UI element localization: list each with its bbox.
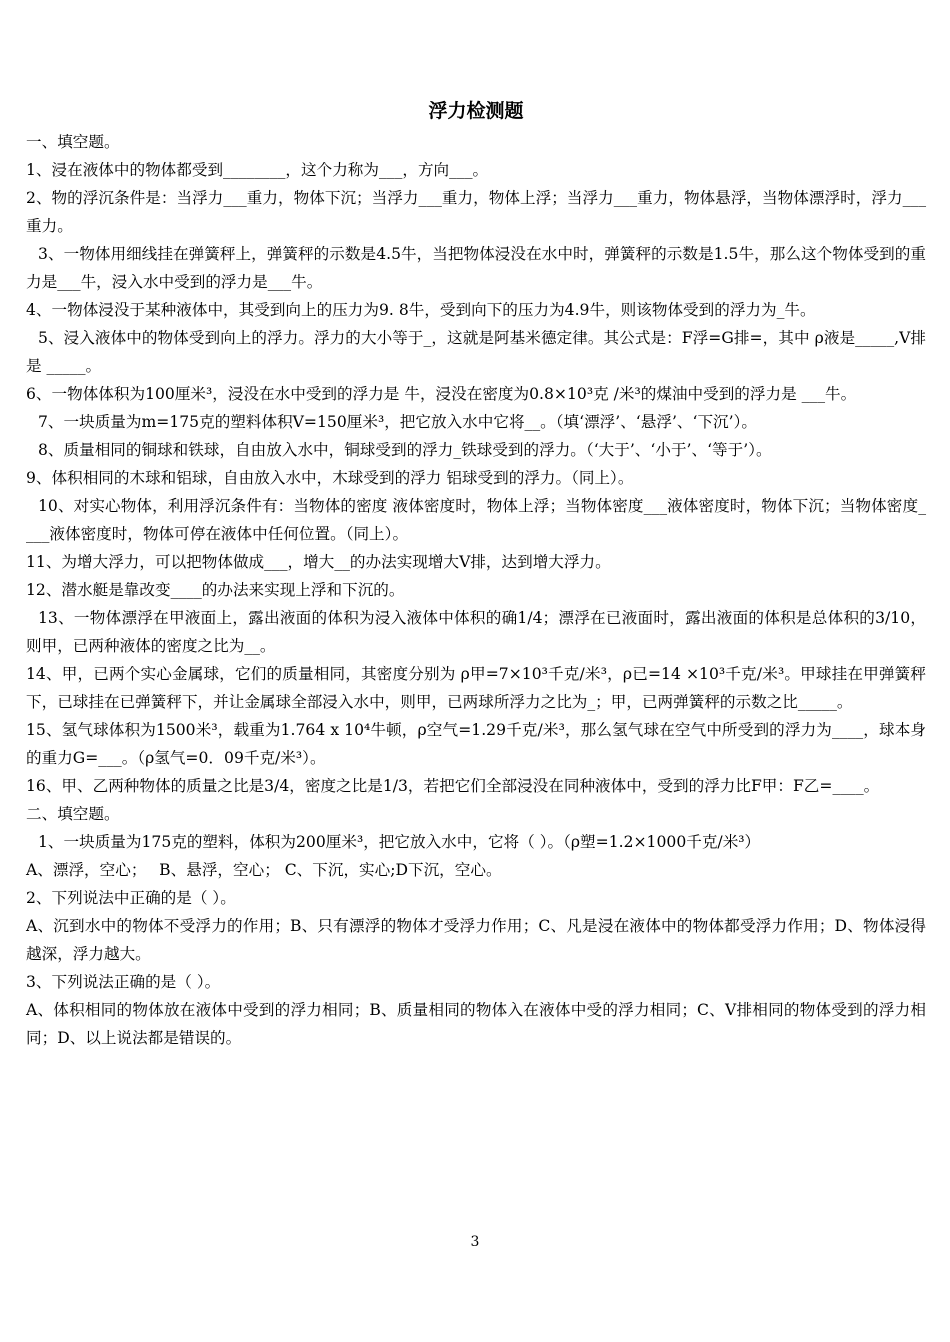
choice-options-1: A、漂浮，空心； B、悬浮，空心； C、下沉，实心;D下沉，空心。 (26, 861, 502, 879)
choice-question-1: 1、一块质量为175克的塑料，体积为200厘米³，把它放入水中，它将（ ）。（ρ塑=1.2×1000千克/米³） (38, 833, 761, 851)
question-7: 7、一块质量为m=175克的塑料体积V=150厘米³，把它放入水中它将__。（填‘漂浮’、‘悬浮’、‘下沉’）。 (38, 413, 757, 431)
question-4: 4、一物体浸没于某种液体中，其受到向上的压力为9. 8牛，受到向下的压力为4.9牛，则该物体受到的浮力为_牛。 (26, 301, 816, 319)
section-heading-2: 二、填空题。 (26, 805, 120, 823)
choice-options-3: A、体积相同的物体放在液体中受到的浮力相同；B、质量相同的物体入在液体中受的浮力相同；C、V排相同的物体受到的浮力相同；D、以上说法都是错误的。 (26, 1001, 926, 1047)
question-15: 15、氢气球体积为1500米³，载重为1.764 x 10⁴牛顿，ρ空气=1.29千克/米³，那么氢气球在空气中所受到的浮力为____，球本身的重力G=___。（ρ氢气=0．09千克/米³）。 (26, 721, 926, 767)
question-5: 5、浸入液体中的物体受到向上的浮力。浮力的大小等于_，这就是阿基米德定律。其公式是：F浮=G排=，其中 ρ液是_____,V排是 _____。 (26, 329, 926, 375)
question-6: 6、一物体体积为100厘米³，浸没在水中受到的浮力是 牛，浸没在密度为0.8×10³克 /米³的煤油中受到的浮力是 ___牛。 (26, 385, 857, 403)
question-16: 16、甲、乙两种物体的质量之比是3/4，密度之比是1/3，若把它们全部浸没在同种液体中，受到的浮力比F甲：F乙=____。 (26, 777, 880, 795)
choice-question-2: 2、下列说法中正确的是（ ）。 (26, 889, 236, 907)
question-13: 13、一物体漂浮在甲液面上，露出液面的体积为浸入液体中体积的确1/4；漂浮在已液面时，露出液面的体积是总体积的3/10，则甲，已两种液体的密度之比为__。 (26, 609, 926, 655)
question-11: 11、为增大浮力，可以把物体做成___，增大__的办法实现增大V排，达到增大浮力。 (26, 553, 611, 571)
document-page (26, 96, 926, 1052)
question-8: 8、质量相同的铜球和铁球，自由放入水中，铜球受到的浮力_铁球受到的浮力。（‘大于’、‘小于’、‘等于’）。 (38, 441, 772, 459)
choice-options-2: A、沉到水中的物体不受浮力的作用；B、只有漂浮的物体才受浮力作用；C、凡是浸在液体中的物体都受浮力作用；D、物体浸得越深，浮力越大。 (26, 917, 926, 963)
question-3: 3、一物体用细线挂在弹簧秤上，弹簧秤的示数是4.5牛，当把物体浸没在水中时，弹簧秤的示数是1.5牛，那么这个物体受到的重力是___牛，浸入水中受到的浮力是___牛。 (26, 245, 926, 291)
choice-question-3: 3、下列说法正确的是（ ）。 (26, 973, 221, 991)
page-title: 浮力检测题 (428, 100, 524, 122)
question-14: 14、甲，已两个实心金属球，它们的质量相同，其密度分别为 ρ甲=7×10³千克/米³，ρ已=14 ×10³千克/米³。甲球挂在甲弹簧秤下，已球挂在已弹簧秤下，并让金属球全部浸入水中，则甲，已两球所浮力之比为_；甲，已两弹簧秤的示数之比_____。 (26, 665, 926, 711)
question-10: 10、对实心物体，利用浮沉条件有：当物体的密度 液体密度时，物体上浮；当物体密度___液体密度时，物体下沉；当物体密度____液体密度时，物体可停在液体中任何位置。（同上）。 (26, 497, 926, 543)
section-heading-1: 一、填空题。 (26, 133, 120, 151)
question-2: 2、物的浮沉条件是：当浮力___重力，物体下沉；当浮力___重力，物体上浮；当浮力___重力，物体悬浮，当物体漂浮时，浮力___重力。 (26, 189, 926, 235)
page-number: 3 (470, 1234, 480, 1250)
question-9: 9、体积相同的木球和铝球，自由放入水中，木球受到的浮力 铝球受到的浮力。（同上）。 (26, 469, 634, 487)
question-1: 1、浸在液体中的物体都受到________，这个力称为___，方向___。 (26, 161, 489, 179)
question-12: 12、潜水艇是靠改变____的办法来实现上浮和下沉的。 (26, 581, 405, 599)
